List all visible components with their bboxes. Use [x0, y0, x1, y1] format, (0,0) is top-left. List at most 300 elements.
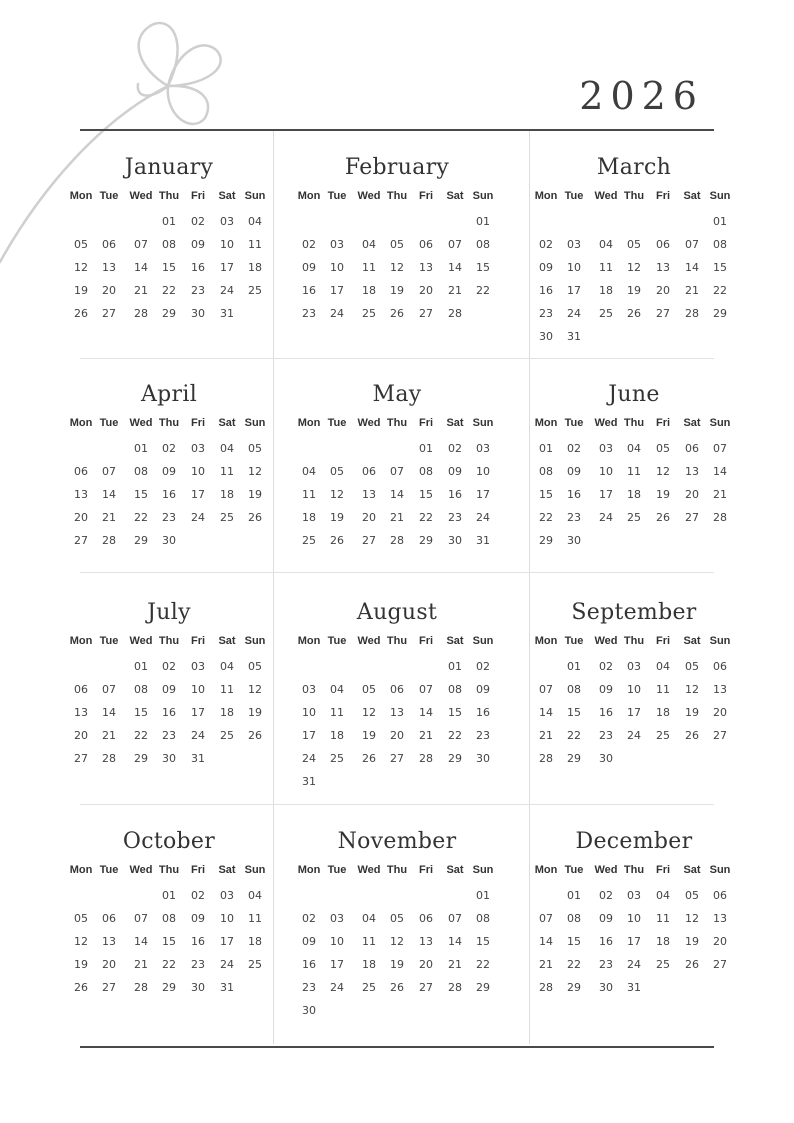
day-cell: 08: [567, 683, 581, 696]
day-cell: 22: [162, 958, 176, 971]
day-cell: 21: [390, 511, 404, 524]
day-cell: 14: [134, 261, 148, 274]
day-cell: 04: [330, 683, 344, 696]
day-cell: 08: [162, 238, 176, 251]
day-cell: 30: [191, 981, 205, 994]
weekday-label: Wed: [594, 635, 618, 647]
day-cell: 19: [248, 488, 262, 501]
day-cell: 29: [539, 534, 553, 547]
day-cell: 11: [248, 238, 262, 251]
weekday-label: Thu: [623, 635, 645, 647]
weekday-label: Mon: [69, 190, 93, 202]
weekday-label: Tue: [327, 864, 347, 876]
day-cell: 25: [248, 958, 262, 971]
day-cell: 13: [390, 706, 404, 719]
weekday-label: Fri: [418, 864, 434, 876]
weekday-label: Fri: [655, 417, 671, 429]
day-cell: 01: [162, 889, 176, 902]
day-cell: 19: [74, 958, 88, 971]
day-cell: 30: [162, 752, 176, 765]
weekday-label: Tue: [99, 190, 119, 202]
day-cell: 16: [302, 958, 316, 971]
day-cell: 30: [567, 534, 581, 547]
day-cell: 10: [220, 238, 234, 251]
weekday-label: Sat: [683, 417, 701, 429]
weekday-label: Tue: [327, 417, 347, 429]
day-cell: 02: [599, 660, 613, 673]
weekday-label: Sun: [244, 417, 266, 429]
day-cell: 16: [162, 488, 176, 501]
day-cell: 19: [390, 284, 404, 297]
day-cell: 29: [476, 981, 490, 994]
day-cell: 03: [191, 660, 205, 673]
weekday-label: Fri: [418, 417, 434, 429]
day-cell: 10: [191, 465, 205, 478]
day-cell: 17: [191, 706, 205, 719]
day-cell: 26: [390, 981, 404, 994]
day-cell: 28: [102, 534, 116, 547]
day-cell: 18: [220, 488, 234, 501]
day-cell: 27: [362, 534, 376, 547]
day-cell: 06: [713, 889, 727, 902]
day-cell: 27: [102, 981, 116, 994]
day-cell: 21: [685, 284, 699, 297]
day-cell: 10: [627, 683, 641, 696]
day-cell: 01: [539, 442, 553, 455]
day-cell: 01: [134, 442, 148, 455]
day-cell: 05: [627, 238, 641, 251]
weekday-label: Sat: [218, 190, 236, 202]
day-cell: 24: [191, 729, 205, 742]
day-cell: 08: [476, 238, 490, 251]
day-cell: 25: [220, 729, 234, 742]
day-cell: 23: [191, 958, 205, 971]
day-cell: 20: [685, 488, 699, 501]
day-cell: 17: [191, 488, 205, 501]
day-cell: 24: [599, 511, 613, 524]
day-cell: 03: [220, 215, 234, 228]
day-cell: 03: [567, 238, 581, 251]
day-cell: 11: [302, 488, 316, 501]
month-name: May: [372, 382, 422, 407]
day-cell: 02: [191, 215, 205, 228]
day-cell: 13: [419, 261, 433, 274]
day-cell: 08: [567, 912, 581, 925]
weekday-label: Sat: [218, 635, 236, 647]
day-cell: 20: [419, 284, 433, 297]
day-cell: 16: [448, 488, 462, 501]
day-cell: 14: [134, 935, 148, 948]
day-cell: 06: [419, 912, 433, 925]
day-cell: 24: [191, 511, 205, 524]
weekday-label: Wed: [594, 190, 618, 202]
day-cell: 31: [220, 981, 234, 994]
day-cell: 20: [74, 729, 88, 742]
day-cell: 12: [685, 683, 699, 696]
weekday-label: Sat: [446, 417, 464, 429]
day-cell: 14: [539, 935, 553, 948]
weekday-header: [535, 864, 733, 880]
weekday-label: Tue: [564, 635, 584, 647]
day-cell: 09: [191, 912, 205, 925]
day-cell: 11: [248, 912, 262, 925]
weekday-label: Thu: [623, 417, 645, 429]
day-cell: 13: [713, 683, 727, 696]
day-cell: 09: [599, 683, 613, 696]
day-cell: 04: [656, 889, 670, 902]
day-cell: 01: [134, 660, 148, 673]
day-cell: 27: [74, 534, 88, 547]
day-cell: 04: [220, 442, 234, 455]
day-cell: 16: [599, 935, 613, 948]
row-divider: [80, 572, 714, 573]
day-cell: 28: [134, 981, 148, 994]
weekday-label: Thu: [386, 864, 408, 876]
day-cell: 09: [302, 261, 316, 274]
day-cell: 02: [567, 442, 581, 455]
month-name: August: [356, 600, 438, 625]
day-cell: 05: [685, 889, 699, 902]
day-cell: 18: [656, 935, 670, 948]
day-cell: 13: [102, 261, 116, 274]
day-cell: 15: [162, 935, 176, 948]
day-cell: 23: [567, 511, 581, 524]
day-cell: 28: [102, 752, 116, 765]
day-cell: 28: [419, 752, 433, 765]
day-cell: 12: [330, 488, 344, 501]
weekday-label: Sat: [446, 635, 464, 647]
day-cell: 06: [102, 238, 116, 251]
day-cell: 16: [302, 284, 316, 297]
day-cell: 13: [656, 261, 670, 274]
day-cell: 16: [599, 706, 613, 719]
day-cell: 17: [567, 284, 581, 297]
weekday-header: [298, 417, 496, 433]
weekday-header: [298, 864, 496, 880]
day-cell: 24: [476, 511, 490, 524]
day-cell: 26: [362, 752, 376, 765]
day-cell: 18: [627, 488, 641, 501]
day-cell: 04: [362, 912, 376, 925]
year-title: 2026: [579, 74, 704, 118]
day-cell: 19: [627, 284, 641, 297]
day-cell: 02: [539, 238, 553, 251]
weekday-header: [298, 190, 496, 206]
day-cell: 27: [419, 981, 433, 994]
day-cell: 01: [567, 660, 581, 673]
day-cell: 07: [390, 465, 404, 478]
weekday-label: Fri: [418, 190, 434, 202]
day-cell: 14: [390, 488, 404, 501]
weekday-label: Fri: [655, 864, 671, 876]
weekday-header: [70, 417, 268, 433]
day-cell: 14: [448, 261, 462, 274]
day-cell: 20: [713, 935, 727, 948]
day-cell: 07: [539, 912, 553, 925]
day-cell: 28: [713, 511, 727, 524]
day-cell: 30: [476, 752, 490, 765]
day-cell: 11: [362, 935, 376, 948]
day-cell: 08: [419, 465, 433, 478]
day-cell: 15: [567, 706, 581, 719]
day-cell: 05: [74, 912, 88, 925]
day-cell: 02: [162, 442, 176, 455]
day-cell: 11: [330, 706, 344, 719]
day-cell: 24: [567, 307, 581, 320]
day-cell: 08: [134, 683, 148, 696]
day-cell: 03: [330, 912, 344, 925]
day-cell: 24: [627, 729, 641, 742]
weekday-label: Mon: [534, 417, 558, 429]
day-cell: 21: [419, 729, 433, 742]
day-cell: 09: [476, 683, 490, 696]
day-cell: 15: [448, 706, 462, 719]
day-cell: 21: [713, 488, 727, 501]
day-cell: 17: [330, 958, 344, 971]
day-cell: 24: [627, 958, 641, 971]
month-name: April: [140, 382, 198, 407]
day-cell: 07: [539, 683, 553, 696]
day-cell: 06: [685, 442, 699, 455]
day-cell: 08: [162, 912, 176, 925]
day-cell: 16: [191, 935, 205, 948]
day-cell: 18: [362, 958, 376, 971]
day-cell: 01: [448, 660, 462, 673]
day-cell: 22: [567, 729, 581, 742]
day-cell: 22: [567, 958, 581, 971]
day-cell: 31: [567, 330, 581, 343]
day-cell: 13: [74, 488, 88, 501]
day-cell: 03: [627, 660, 641, 673]
day-cell: 29: [162, 307, 176, 320]
day-cell: 25: [220, 511, 234, 524]
day-cell: 24: [330, 981, 344, 994]
weekday-label: Sun: [472, 190, 494, 202]
day-cell: 29: [448, 752, 462, 765]
weekday-label: Mon: [297, 635, 321, 647]
day-cell: 02: [448, 442, 462, 455]
bottom-divider: [80, 1046, 714, 1048]
top-divider: [80, 129, 714, 131]
day-cell: 30: [599, 981, 613, 994]
day-cell: 25: [362, 307, 376, 320]
day-cell: 29: [162, 981, 176, 994]
weekday-label: Wed: [129, 864, 153, 876]
weekday-header: [70, 864, 268, 880]
day-cell: 09: [599, 912, 613, 925]
weekday-label: Thu: [386, 417, 408, 429]
day-cell: 22: [134, 729, 148, 742]
weekday-label: Sun: [709, 417, 731, 429]
weekday-label: Wed: [357, 190, 381, 202]
day-cell: 23: [539, 307, 553, 320]
day-cell: 03: [191, 442, 205, 455]
day-cell: 22: [419, 511, 433, 524]
day-cell: 28: [685, 307, 699, 320]
day-cell: 15: [539, 488, 553, 501]
day-cell: 15: [134, 706, 148, 719]
weekday-label: Sun: [244, 864, 266, 876]
day-cell: 30: [599, 752, 613, 765]
day-cell: 22: [476, 284, 490, 297]
day-cell: 21: [134, 958, 148, 971]
weekday-label: Mon: [297, 190, 321, 202]
day-cell: 05: [248, 660, 262, 673]
day-cell: 06: [713, 660, 727, 673]
day-cell: 18: [362, 284, 376, 297]
day-cell: 25: [302, 534, 316, 547]
day-cell: 19: [685, 706, 699, 719]
day-cell: 13: [74, 706, 88, 719]
weekday-label: Thu: [386, 635, 408, 647]
day-cell: 12: [656, 465, 670, 478]
day-cell: 08: [713, 238, 727, 251]
day-cell: 14: [102, 706, 116, 719]
day-cell: 28: [539, 752, 553, 765]
day-cell: 21: [102, 511, 116, 524]
day-cell: 05: [330, 465, 344, 478]
day-cell: 07: [448, 238, 462, 251]
weekday-label: Mon: [534, 864, 558, 876]
day-cell: 01: [476, 889, 490, 902]
day-cell: 07: [419, 683, 433, 696]
day-cell: 22: [448, 729, 462, 742]
day-cell: 02: [162, 660, 176, 673]
day-cell: 21: [134, 284, 148, 297]
day-cell: 06: [390, 683, 404, 696]
day-cell: 10: [220, 912, 234, 925]
month-name: December: [575, 829, 693, 854]
day-cell: 25: [656, 958, 670, 971]
day-cell: 10: [599, 465, 613, 478]
day-cell: 12: [362, 706, 376, 719]
day-cell: 16: [162, 706, 176, 719]
weekday-label: Sun: [244, 190, 266, 202]
day-cell: 19: [656, 488, 670, 501]
month-name: January: [124, 155, 214, 180]
day-cell: 14: [539, 706, 553, 719]
day-cell: 18: [220, 706, 234, 719]
day-cell: 15: [567, 935, 581, 948]
day-cell: 31: [220, 307, 234, 320]
day-cell: 19: [74, 284, 88, 297]
weekday-label: Mon: [534, 190, 558, 202]
weekday-label: Sat: [683, 635, 701, 647]
weekday-label: Wed: [129, 635, 153, 647]
column-divider: [529, 131, 530, 1044]
weekday-label: Fri: [190, 635, 206, 647]
day-cell: 04: [220, 660, 234, 673]
day-cell: 15: [713, 261, 727, 274]
day-cell: 10: [302, 706, 316, 719]
day-cell: 12: [390, 261, 404, 274]
day-cell: 04: [627, 442, 641, 455]
day-cell: 27: [685, 511, 699, 524]
day-cell: 16: [191, 261, 205, 274]
day-cell: 22: [539, 511, 553, 524]
day-cell: 26: [627, 307, 641, 320]
day-cell: 03: [302, 683, 316, 696]
day-cell: 09: [448, 465, 462, 478]
day-cell: 19: [685, 935, 699, 948]
weekday-label: Tue: [99, 417, 119, 429]
weekday-label: Mon: [297, 417, 321, 429]
weekday-label: Thu: [386, 190, 408, 202]
weekday-label: Mon: [297, 864, 321, 876]
day-cell: 11: [656, 912, 670, 925]
day-cell: 18: [599, 284, 613, 297]
weekday-header: [70, 635, 268, 651]
day-cell: 25: [599, 307, 613, 320]
weekday-label: Thu: [623, 190, 645, 202]
day-cell: 04: [302, 465, 316, 478]
day-cell: 02: [476, 660, 490, 673]
day-cell: 20: [713, 706, 727, 719]
day-cell: 02: [302, 912, 316, 925]
day-cell: 03: [330, 238, 344, 251]
day-cell: 01: [713, 215, 727, 228]
day-cell: 08: [448, 683, 462, 696]
day-cell: 30: [448, 534, 462, 547]
weekday-label: Tue: [99, 864, 119, 876]
day-cell: 09: [567, 465, 581, 478]
day-cell: 10: [627, 912, 641, 925]
day-cell: 04: [248, 215, 262, 228]
day-cell: 11: [627, 465, 641, 478]
day-cell: 12: [74, 261, 88, 274]
day-cell: 12: [248, 683, 262, 696]
day-cell: 27: [656, 307, 670, 320]
day-cell: 21: [102, 729, 116, 742]
month-name: July: [147, 600, 191, 625]
day-cell: 27: [713, 729, 727, 742]
weekday-label: Fri: [655, 190, 671, 202]
day-cell: 07: [102, 683, 116, 696]
day-cell: 03: [476, 442, 490, 455]
day-cell: 30: [302, 1004, 316, 1017]
day-cell: 10: [191, 683, 205, 696]
weekday-label: Fri: [190, 864, 206, 876]
day-cell: 08: [476, 912, 490, 925]
row-divider: [80, 358, 714, 359]
day-cell: 06: [74, 683, 88, 696]
weekday-label: Sat: [218, 417, 236, 429]
weekday-header: [535, 635, 733, 651]
weekday-label: Tue: [99, 635, 119, 647]
month-name: March: [596, 155, 672, 180]
day-cell: 20: [362, 511, 376, 524]
weekday-label: Fri: [655, 635, 671, 647]
day-cell: 09: [302, 935, 316, 948]
day-cell: 10: [330, 935, 344, 948]
day-cell: 15: [134, 488, 148, 501]
day-cell: 25: [627, 511, 641, 524]
day-cell: 05: [74, 238, 88, 251]
day-cell: 05: [656, 442, 670, 455]
day-cell: 13: [685, 465, 699, 478]
day-cell: 17: [220, 261, 234, 274]
weekday-label: Tue: [327, 635, 347, 647]
day-cell: 16: [567, 488, 581, 501]
day-cell: 26: [685, 729, 699, 742]
day-cell: 13: [713, 912, 727, 925]
weekday-label: Mon: [534, 635, 558, 647]
day-cell: 05: [685, 660, 699, 673]
day-cell: 06: [102, 912, 116, 925]
weekday-label: Thu: [158, 864, 180, 876]
day-cell: 23: [476, 729, 490, 742]
month-name: September: [571, 600, 697, 625]
